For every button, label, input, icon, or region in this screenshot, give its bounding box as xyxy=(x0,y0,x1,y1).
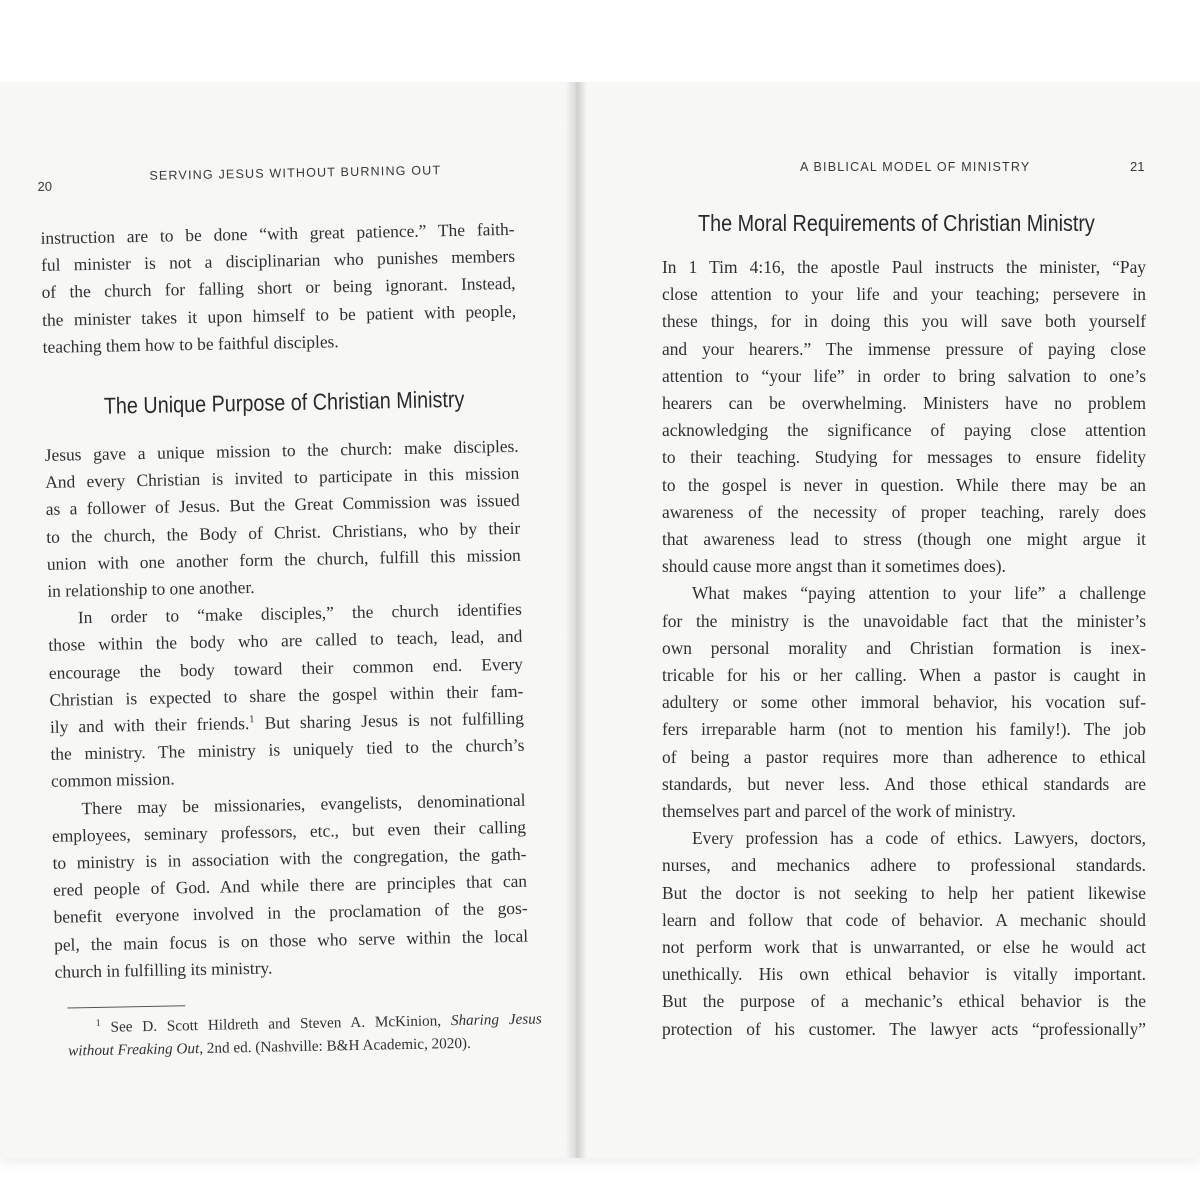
text-line: that awareness lead to stress (though one might argue it xyxy=(662,529,1146,550)
footnote xyxy=(68,1007,543,1062)
text-line: And every Christian is invited to participate in this mission xyxy=(45,462,520,493)
left-top-paragraph xyxy=(40,216,517,361)
footnote-title: without Freaking Out xyxy=(68,1040,200,1060)
text-line: to ministry is in association with the congregation, the gath- xyxy=(52,843,527,873)
text-line: those within the body who are called to teach, lead, and xyxy=(48,626,523,656)
text-line: What makes “paying attention to your life” a challenge xyxy=(692,583,1146,604)
left-section-heading: The Unique Purpose of Christian Ministry xyxy=(103,385,465,419)
text-line: to the church, the Body of Christ. Christians, who by their xyxy=(46,517,521,547)
footnote-rule xyxy=(67,1005,185,1008)
text-line: close attention to your life and your teaching; persevere in xyxy=(662,284,1146,305)
text-line: to the gospel is never in question. While there may be an xyxy=(662,474,1146,495)
left-body xyxy=(44,433,528,986)
footnote-text: , 2nd ed. (Nashville: B&H Academic, 2020). xyxy=(199,1034,471,1058)
text-line: church in fulfilling its ministry. xyxy=(54,957,273,982)
text-line: should cause more angst than it sometimes does). xyxy=(662,556,1006,577)
text-line: in relationship to one another. xyxy=(47,576,255,601)
text-line: instruction are to be done “with great patience.” The faith- xyxy=(40,218,515,248)
text-line: adultery or some other immoral behavior, his vocation suf- xyxy=(662,692,1146,713)
footnote-number: 1 xyxy=(95,1017,101,1029)
text-line: pel, the main focus is on those who serve within the local xyxy=(53,925,529,955)
text-line: fers irreparable harm (not to mention his family!). The job xyxy=(662,719,1146,740)
text-line: common mission. xyxy=(50,768,175,792)
text-line: There may be missionaries, evangelists, denominational xyxy=(81,789,526,818)
right-page xyxy=(588,82,1200,1158)
text-line: In 1 Tim 4:16, the apostle Paul instructs the minister, “Pay xyxy=(662,257,1146,277)
text-fragment: ily and with their friends. xyxy=(49,713,250,737)
text-line: nurses, and mechanics adhere to professional standards. xyxy=(662,855,1146,876)
text-line: of being a pastor requires more than adherence to ethical xyxy=(662,746,1146,767)
text-line: Jesus gave a unique mission to the church: make disciples. xyxy=(44,435,519,465)
footnote-text: See D. Scott Hildreth and Steven A. McKinion, xyxy=(110,1012,452,1036)
text-line: hearers can be overwhelming. Ministers have no problem xyxy=(662,393,1146,414)
text-line: for the ministry is the unavoidable fact that the minister’s xyxy=(662,610,1146,631)
text-line: awareness of the necessity of proper teaching, rarely does xyxy=(662,501,1146,522)
text-line: tricable for his or her calling. When a pastor is caught in xyxy=(662,665,1146,686)
text-fragment: But sharing Jesus is not fulfilling xyxy=(264,707,525,733)
text-line: teaching them how to be faithful disciples. xyxy=(42,331,339,357)
right-body xyxy=(662,254,1146,1043)
text-line: attention to “your life” in order to bring salvation to one’s xyxy=(662,365,1146,386)
text-line: In order to “make disciples,” the church identifies xyxy=(77,598,522,628)
left-running-head: SERVING JESUS WITHOUT BURNING OUT xyxy=(149,163,442,183)
text-line: union with one another form the church, fulfill this mission xyxy=(46,544,521,574)
text-line: benefit everyone involved in the proclamation of the gos- xyxy=(53,898,528,928)
text-line: But the doctor is not seeking to help her patient likewise xyxy=(662,882,1146,903)
text-line: Every profession has a code of ethics. Lawyers, doctors, xyxy=(692,828,1146,849)
right-section-heading: The Moral Requirements of Christian Ministry xyxy=(698,210,1095,236)
text-line: own personal morality and Christian formation is inex- xyxy=(662,637,1146,658)
right-page-number: 21 xyxy=(1130,159,1145,174)
text-line: as a follower of Jesus. But the Great Commission was issued xyxy=(45,490,520,520)
text-line: protection of his customer. The lawyer acts “professionally” xyxy=(662,1018,1146,1039)
text-line: But the purpose of a mechanic’s ethical behavior is the xyxy=(662,991,1146,1012)
text-line: to their teaching. Studying for messages to ensure fidelity xyxy=(662,447,1146,468)
text-line: these things, for in doing this you will save both yourself xyxy=(662,311,1146,332)
text-line: ered people of God. And while there are principles that can xyxy=(52,870,528,901)
text-line: acknowledging the significance of paying close attention xyxy=(662,420,1146,441)
text-line: Christian is expected to share the gospel within their fam- xyxy=(49,680,524,710)
text-line: unethically. His own ethical behavior is vitally important. xyxy=(662,964,1146,985)
left-page-number: 20 xyxy=(37,178,53,194)
text-line: the ministry. The ministry is uniquely tied to the church’s xyxy=(50,734,525,765)
text-line: not perform work that is unwarranted, or else he would act xyxy=(662,937,1146,958)
text-line: and your hearers.” The immense pressure of paying close xyxy=(662,338,1146,359)
text-line: encourage the body toward their common end. Every xyxy=(48,653,524,683)
left-page xyxy=(0,77,582,1164)
footnote-title: Sharing Jesus xyxy=(450,1010,542,1030)
text-line: of the church for falling short or being ignorant. Instead, xyxy=(41,273,516,303)
footnote-marker[interactable]: 1 xyxy=(249,714,255,726)
text-line: the minister takes it upon himself to be patient with people, xyxy=(41,300,517,330)
text-line: learn and follow that code of behavior. A mechanic should xyxy=(662,909,1146,930)
text-line: standards, but never less. And those ethical standards are xyxy=(662,773,1146,794)
text-line: ful minister is not a disciplinarian who punishes members xyxy=(40,246,516,276)
book-gutter xyxy=(565,82,587,1158)
text-line: themselves part and parcel of the work of ministry. xyxy=(662,801,1016,822)
text-line: employees, seminary professors, etc., but even their calling xyxy=(51,816,527,846)
right-running-head: A BIBLICAL MODEL OF MINISTRY xyxy=(800,160,1031,174)
